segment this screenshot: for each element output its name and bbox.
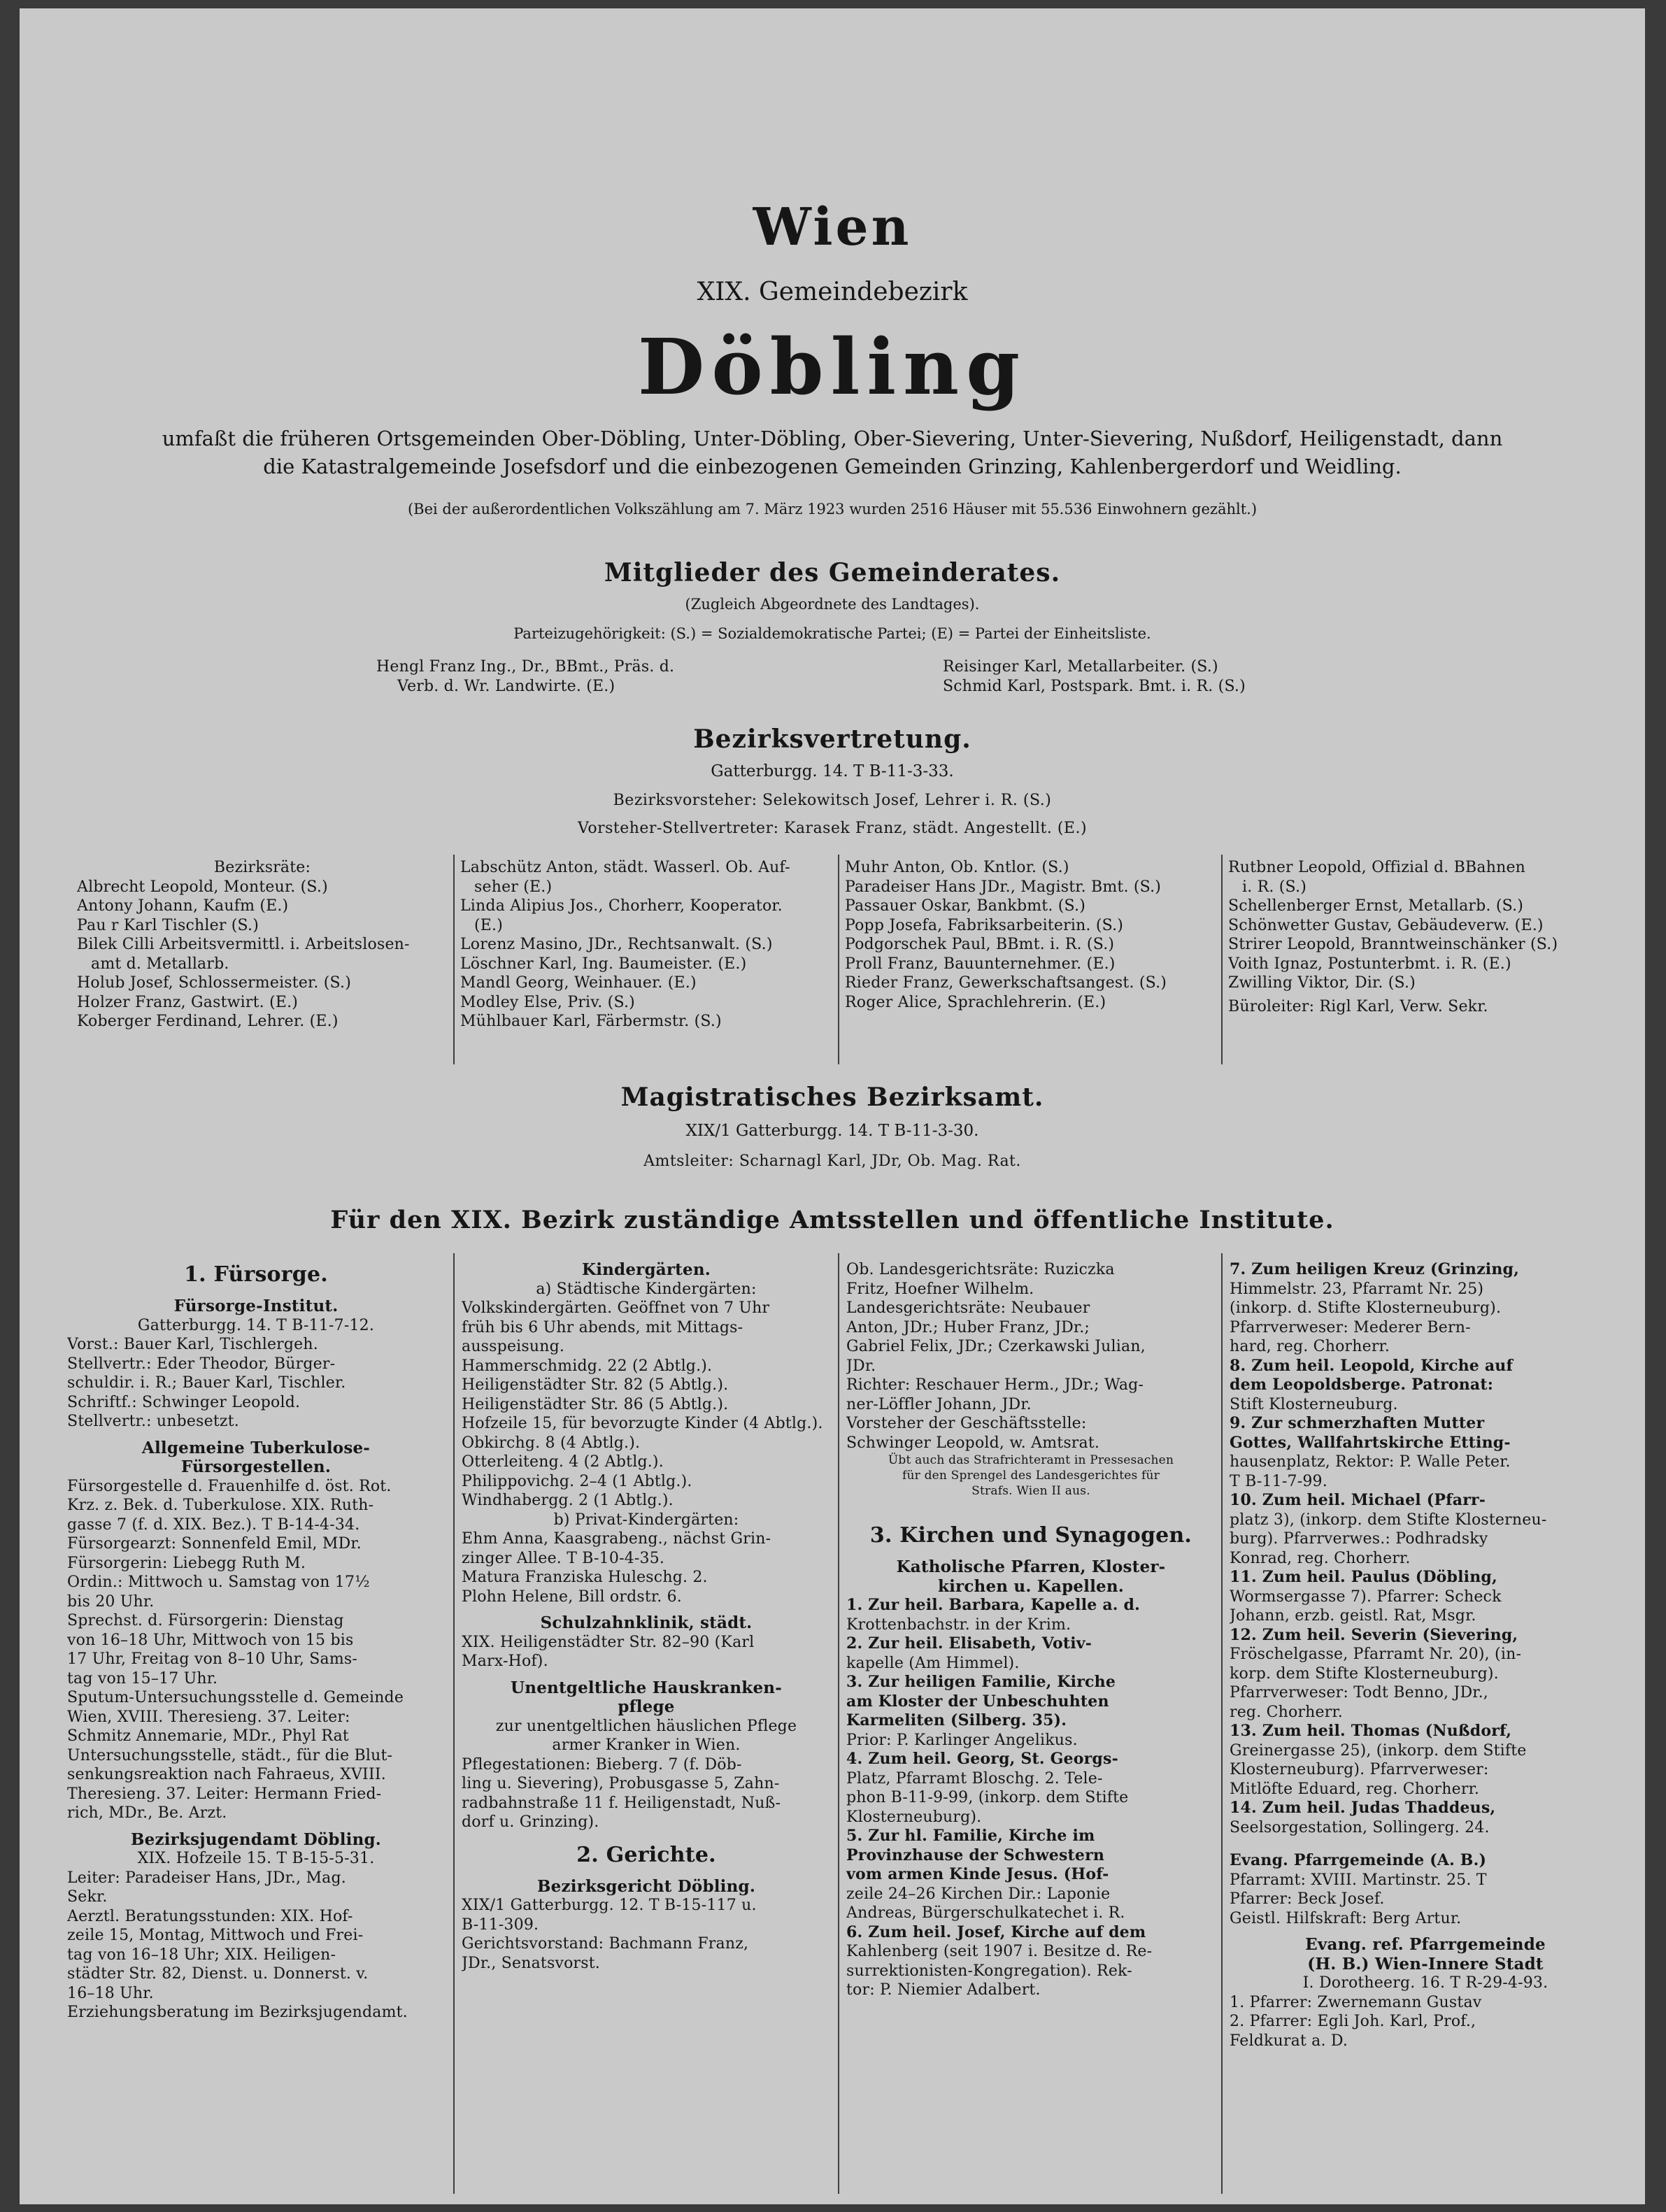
entry-line: zeile 24–26 Kirchen Dir.: Laponie — [846, 1885, 1111, 1903]
councillor: Holub Josef, Schlossermeister. (S.) — [77, 974, 351, 992]
address-line: zur unentgeltlichen häuslichen Pflege — [495, 1717, 797, 1735]
offices-column-1 — [67, 1260, 445, 2022]
councillor: amt d. Metallarb. — [91, 955, 229, 973]
entry-line: ausspeisung. — [462, 1338, 565, 1355]
address-line: XIX. Hofzeile 15. T B-15-5-31. — [137, 1850, 375, 1867]
entry-line: Pfarrverweser: Mederer Bern- — [1230, 1318, 1471, 1336]
entry-line: hausenplatz, Rektor: P. Walle Peter. — [1230, 1453, 1511, 1471]
entry-heading: am Kloster der Unbeschuhten — [846, 1692, 1109, 1711]
subsection-heading: kirchen u. Kapellen. — [937, 1576, 1125, 1596]
councillor: Schellenberger Ernst, Metallarb. (S.) — [1228, 897, 1524, 915]
address-line: armer Kranker in Wien. — [552, 1736, 741, 1754]
entry-line: Obkirchg. 8 (4 Abtlg.). — [462, 1434, 641, 1452]
district-rep-title: Bezirksvertretung. — [693, 725, 971, 754]
entry-line: Anton, JDr.; Huber Franz, JDr.; — [846, 1318, 1090, 1336]
entry-line: Leiter: Paradeiser Hans, JDr., Mag. — [67, 1869, 346, 1887]
entry-line: Ordin.: Mittwoch u. Samstag von 17½ — [67, 1574, 370, 1591]
entry-heading: Evang. Pfarrgemeinde (A. B.) — [1230, 1851, 1487, 1869]
councillors-heading: Bezirksräte: — [213, 859, 311, 876]
entry-line: Konrad, reg. Chorherr. — [1230, 1549, 1411, 1567]
entry-line: (inkorp. d. Stifte Klosterneuburg). — [1230, 1299, 1502, 1317]
entry-line: Sprechst. d. Fürsorgerin: Dienstag — [67, 1612, 344, 1629]
entry-line: Matura Franziska Huleschg. 2. — [462, 1569, 708, 1586]
entry-line: Feldkurat a. D. — [1230, 2032, 1348, 2050]
council-member-left — [376, 657, 810, 696]
subsection-heading: Evang. ref. Pfarrgemeinde — [1305, 1935, 1546, 1954]
councillor: i. R. (S.) — [1242, 878, 1307, 896]
entry-line: Hofzeile 15, für bevorzugte Kinder (4 Abtlg.). — [462, 1415, 823, 1432]
subsection-heading: Fürsorge-Institut. — [173, 1297, 339, 1315]
entry-line: Gabriel Felix, JDr.; Czerkawski Julian, — [846, 1338, 1146, 1355]
entry-line: platz 3), (inkorp. dem Stifte Klosterneu- — [1230, 1511, 1547, 1529]
offices-column-3 — [846, 1260, 1216, 2000]
entry-line: Stellvertr.: Eder Theodor, Bürger- — [67, 1355, 336, 1373]
spacer — [846, 1499, 1216, 1513]
entry-line: 16–18 Uhr. — [67, 1984, 154, 2002]
councillor: Proll Franz, Bauunternehmer. (E.) — [845, 955, 1116, 973]
entry-line: zeile 15, Montag, Mittwoch und Frei- — [67, 1927, 364, 1944]
entry-line: Geistl. Hilfskraft: Berg Artur. — [1230, 1909, 1462, 1927]
entry-line: Wien, XVIII. Theresieng. 37. Leiter: — [67, 1708, 350, 1726]
entry-line: rich, MDr., Be. Arzt. — [67, 1804, 227, 1822]
entry-line: tor: P. Niemier Adalbert. — [846, 1981, 1041, 1999]
entry-line: Windhabergg. 2 (1 Abtlg.). — [462, 1492, 674, 1509]
entry-line: städter Str. 82, Dienst. u. Donnerst. v. — [67, 1965, 369, 1983]
entry-line: radbahnstraße 11 f. Heiligenstadt, Nuß- — [462, 1794, 781, 1812]
entry-line: Erziehungsberatung im Bezirksjugendamt. — [67, 2004, 408, 2021]
entry-line: Vorst.: Bauer Karl, Tischlergeh. — [67, 1336, 318, 1353]
entry-line: Platz, Pfarramt Bloschg. 2. Tele- — [846, 1769, 1103, 1788]
councillor: Rutbner Leopold, Offizial d. BBahnen — [1228, 859, 1526, 876]
entry-line: T B-11-7-99. — [1230, 1472, 1327, 1490]
entry-line: Otterleiteng. 4 (2 Abtlg.). — [462, 1453, 664, 1471]
entry-line: XIX. Heiligenstädter Str. 82–90 (Karl — [462, 1633, 755, 1651]
subsection-heading: Fürsorgestellen. — [180, 1457, 332, 1476]
address-line: a) Städtische Kindergärten: — [536, 1280, 757, 1298]
address-line: Gatterburgg. 14. T B-11-7-12. — [137, 1316, 375, 1334]
councillor: Passauer Oskar, Bankbmt. (S.) — [845, 897, 1085, 915]
column-divider — [1221, 1253, 1223, 2194]
council-subtitle: (Zugleich Abgeordnete des Landtages). — [685, 596, 980, 613]
entry-heading: dem Leopoldsberge. Patronat: — [1230, 1376, 1494, 1394]
council-title: Mitglieder des Gemeinderates. — [604, 558, 1061, 587]
councillors-col-4 — [1228, 858, 1620, 1016]
entry-line: Prior: P. Karlinger Angelikus. — [846, 1731, 1078, 1749]
entry-line: Krottenbachstr. in der Krim. — [846, 1615, 1071, 1634]
entry-line: korp. dem Stifte Klosterneuburg). — [1230, 1664, 1499, 1683]
entry-heading: 12. Zum heil. Severin (Sievering, — [1230, 1625, 1518, 1644]
councillor: Mandl Georg, Weinhauer. (E.) — [460, 974, 697, 992]
entry-line: JDr. — [846, 1357, 876, 1375]
entry-line: kapelle (Am Himmel). — [846, 1654, 1020, 1672]
councillors-col-1 — [77, 858, 448, 1032]
entry-line: zinger Allee. T B-10-4-35. — [462, 1549, 665, 1567]
subsection-heading: pflege — [618, 1697, 675, 1716]
entry-line: schuldir. i. R.; Bauer Karl, Tischler. — [67, 1374, 346, 1392]
entry-line: Fürsorgearzt: Sonnenfeld Emil, MDr. — [67, 1535, 362, 1553]
entry-line: früh bis 6 Uhr abends, mit Mittags- — [462, 1318, 743, 1336]
entry-line: Krz. z. Bek. d. Tuberkulose. XIX. Ruth- — [67, 1497, 374, 1514]
entry-line: Pfarramt: XVIII. Martinstr. 25. T — [1230, 1871, 1487, 1889]
council-line: Schmid Karl, Postspark. Bmt. i. R. (S.) — [943, 677, 1246, 695]
councillor: (E.) — [474, 916, 504, 934]
entry-line: ner-Löffler Johann, JDr. — [846, 1395, 1032, 1413]
entry-line: Ob. Landesgerichtsräte: Ruziczka — [846, 1261, 1115, 1278]
entry-line: Vorsteher der Geschäftsstelle: — [846, 1415, 1087, 1432]
subsection-heading: Kindergärten. — [582, 1260, 711, 1279]
section-heading: 3. Kirchen und Synagogen. — [869, 1523, 1192, 1548]
subsection-heading: (H. B.) Wien-Innere Stadt — [1307, 1954, 1544, 1974]
entry-line: 17 Uhr, Freitag von 8–10 Uhr, Sams- — [67, 1650, 358, 1668]
entry-line: Sputum-Untersuchungsstelle d. Gemeinde — [67, 1689, 404, 1706]
entry-heading: 3. Zur heiligen Familie, Kirche — [846, 1673, 1116, 1691]
subsection-heading: Katholische Pfarren, Kloster- — [896, 1557, 1166, 1576]
entry-line: burg). Pfarrverwes.: Podhradsky — [1230, 1530, 1488, 1548]
entry-line: Volkskindergärten. Geöffnet von 7 Uhr — [462, 1299, 770, 1317]
column-divider — [838, 855, 839, 1064]
councillor: Mühlbauer Karl, Färbermstr. (S.) — [460, 1013, 722, 1030]
subsection-heading: Schulzahnklinik, städt. — [540, 1613, 753, 1632]
spacer — [1230, 1837, 1621, 1851]
entry-heading: 11. Zum heil. Paulus (Döbling, — [1230, 1568, 1497, 1586]
entry-line: Himmelstr. 23, Pfarramt Nr. 25) — [1230, 1280, 1484, 1298]
entry-heading: Karmeliten (Silberg. 35). — [846, 1711, 1067, 1729]
office-manager: Büroleiter: Rigl Karl, Verw. Sekr. — [1228, 997, 1488, 1015]
entry-line: Untersuchungsstelle, städt., für die Blut- — [67, 1746, 393, 1764]
entry-line: Schriftf.: Schwinger Leopold. — [67, 1393, 301, 1411]
entry-line: Schwinger Leopold, w. Amtsrat. — [846, 1434, 1100, 1452]
intro-line-1: umfaßt die früheren Ortsgemeinden Ober-Döbling, Unter-Döbling, Ober-Sievering, Unter-Sievering, Nußdorf, Heiligenstadt, dann — [162, 427, 1503, 450]
party-legend: Parteizugehörigkeit: (S.) = Sozialdemokratische Partei; (E) = Partei der Einheitsliste. — [513, 625, 1151, 642]
entry-line: gasse 7 (f. d. XIX. Bez.). T B-14-4-34. — [67, 1515, 360, 1534]
entry-line: Fürsorgestelle d. Frauenhilfe d. öst. Rot. — [67, 1477, 392, 1495]
entry-line: XIX/1 Gatterburgg. 12. T B-15-117 u. — [462, 1897, 757, 1914]
magistrate-title: Magistratisches Bezirksamt. — [620, 1083, 1044, 1112]
councillors-col-3 — [845, 858, 1216, 1012]
entry-line: Fritz, Hoefner Wilhelm. — [846, 1280, 1034, 1298]
subsection-heading: Allgemeine Tuberkulose- — [141, 1438, 371, 1457]
councillor: Popp Josefa, Fabriksarbeiterin. (S.) — [845, 916, 1124, 934]
intro-line-2: die Katastralgemeinde Josefsdorf und die einbezogenen Gemeinden Grinzing, Kahlenbergerdorf und Weidling. — [263, 455, 1402, 478]
entry-line: Plohn Helene, Bill ordstr. 6. — [462, 1587, 682, 1606]
council-line: Verb. d. Wr. Landwirte. (E.) — [397, 677, 615, 695]
entry-line: Hammerschmidg. 22 (2 Abtlg.). — [462, 1357, 713, 1375]
section-heading: 1. Fürsorge. — [184, 1262, 328, 1287]
councillor: Modley Else, Priv. (S.) — [460, 993, 635, 1011]
document-page — [20, 8, 1645, 2204]
councillors-col-2 — [460, 858, 831, 1032]
entry-line: Schmitz Annemarie, MDr., Phyl Rat — [67, 1727, 349, 1745]
footnote-line: für den Sprengel des Landesgerichtes für — [902, 1469, 1160, 1483]
footnote-line: Übt auch das Strafrichteramt in Pressesachen — [888, 1453, 1174, 1467]
entry-line: Klosterneuburg). Pfarrverweser: — [1230, 1761, 1489, 1778]
entry-line: Richter: Reschauer Herm., JDr.; Wag- — [846, 1376, 1144, 1394]
district-name: Döbling — [637, 322, 1027, 412]
entry-line: Heiligenstädter Str. 82 (5 Abtlg.). — [462, 1376, 729, 1394]
offices-column-4 — [1230, 1260, 1621, 2050]
councillor: Holzer Franz, Gastwirt. (E.) — [77, 993, 299, 1011]
city-title: Wien — [753, 197, 912, 257]
magistrate-address: XIX/1 Gatterburgg. 14. T B-11-3-30. — [685, 1122, 979, 1140]
offices-column-2 — [462, 1260, 831, 1973]
census-note: (Bei der außerordentlichen Volkszählung am 7. März 1923 wurden 2516 Häuser mit 55.536 Einwohnern gezählt.) — [407, 501, 1258, 518]
subsection-heading: Unentgeltliche Hauskranken- — [511, 1678, 782, 1697]
councillor: Pau r Karl Tischler (S.) — [77, 916, 259, 934]
entry-line: Gerichtsvorstand: Bachmann Franz, — [462, 1935, 749, 1953]
councillor: Muhr Anton, Ob. Kntlor. (S.) — [845, 859, 1069, 876]
district-deputy: Vorsteher-Stellvertreter: Karasek Franz, städt. Angestellt. (E.) — [577, 820, 1088, 837]
entry-line: Pfarrer: Beck Josef. — [1230, 1890, 1385, 1908]
councillor: Koberger Ferdinand, Lehrer. (E.) — [77, 1013, 339, 1030]
entry-heading: Provinzhause der Schwestern — [846, 1846, 1105, 1864]
entry-heading: 2. Zur heil. Elisabeth, Votiv- — [846, 1634, 1092, 1653]
district-rep-address: Gatterburgg. 14. T B-11-3-33. — [711, 762, 954, 780]
entry-heading: 6. Zum heil. Josef, Kirche auf dem — [846, 1922, 1146, 1941]
entry-heading: 13. Zum heil. Thomas (Nußdorf, — [1230, 1722, 1512, 1740]
entry-line: Greinergasse 25), (inkorp. dem Stifte — [1230, 1741, 1527, 1760]
councillor: Roger Alice, Sprachlehrerin. (E.) — [845, 993, 1106, 1011]
entry-heading: 9. Zur schmerzhaften Mutter — [1230, 1414, 1485, 1432]
councillor: Linda Alipius Jos., Chorherr, Kooperator. — [460, 897, 783, 915]
entry-line: von 16–18 Uhr, Mittwoch von 15 bis — [67, 1631, 354, 1649]
column-divider — [838, 1253, 839, 2194]
entry-heading: Gottes, Wallfahrtskirche Etting- — [1230, 1433, 1511, 1452]
entry-line: Ehm Anna, Kaasgrabeng., nächst Grin- — [462, 1530, 771, 1548]
entry-line: Fürsorgerin: Liebegg Ruth M. — [67, 1554, 306, 1572]
entry-line: Wormsergasse 7). Pfarrer: Scheck — [1230, 1587, 1502, 1606]
entry-heading: 1. Zur heil. Barbara, Kapelle a. d. — [846, 1596, 1140, 1614]
footnote-line: Strafs. Wien II aus. — [971, 1484, 1090, 1498]
column-divider — [453, 855, 455, 1064]
entry-line: Stellvertr.: unbesetzt. — [67, 1413, 239, 1430]
councillor: Bilek Cilli Arbeitsvermittl. i. Arbeitslosen- — [77, 936, 410, 953]
entry-line: 2. Pfarrer: Egli Joh. Karl, Prof., — [1230, 2013, 1476, 2030]
councillor: Paradeiser Hans JDr., Magistr. Bmt. (S.) — [845, 878, 1162, 896]
entry-line: Pflegestationen: Bieberg. 7 (f. Döb- — [462, 1755, 742, 1774]
councillor: Zwilling Viktor, Dir. (S.) — [1228, 974, 1416, 992]
entry-line: Johann, erzb. geistl. Rat, Msgr. — [1230, 1607, 1476, 1625]
magistrate-head: Amtsleiter: Scharnagl Karl, JDr, Ob. Mag. Rat. — [643, 1153, 1021, 1170]
entry-line: Fröschelgasse, Pfarramt Nr. 20), (in- — [1230, 1646, 1522, 1663]
councillor: Strirer Leopold, Branntweinschänker (S.) — [1228, 936, 1558, 953]
councillor: Albrecht Leopold, Monteur. (S.) — [77, 878, 328, 896]
councillor: Lorenz Masino, JDr., Rechtsanwalt. (S.) — [460, 936, 773, 953]
entry-line: Kahlenberg (seit 1907 i. Besitze d. Re- — [846, 1943, 1153, 1960]
subsection-heading: Bezirksgericht Döbling. — [536, 1876, 756, 1896]
entry-line: Seelsorgestation, Sollingerg. 24. — [1230, 1818, 1490, 1836]
entry-heading: 10. Zum heil. Michael (Pfarr- — [1230, 1491, 1486, 1509]
councillor: Podgorschek Paul, BBmt. i. R. (S.) — [845, 936, 1115, 953]
councillor: seher (E.) — [474, 878, 553, 896]
entry-heading: 8. Zum heil. Leopold, Kirche auf — [1230, 1356, 1514, 1375]
entry-line: Landesgerichtsräte: Neubauer — [846, 1299, 1090, 1317]
entry-line: reg. Chorherr. — [1230, 1703, 1343, 1721]
councillor: Rieder Franz, Gewerkschaftsangest. (S.) — [845, 974, 1167, 992]
council-line: Reisinger Karl, Metallarbeiter. (S.) — [943, 658, 1218, 676]
section-heading: 2. Gerichte. — [576, 1842, 716, 1867]
entry-line: phon B-11-9-99, (inkorp. dem Stifte — [846, 1789, 1129, 1806]
entry-heading: vom armen Kinde Jesus. (Hof- — [846, 1865, 1109, 1883]
offices-title: Für den XIX. Bezirk zuständige Amtsstellen und öffentliche Institute. — [330, 1206, 1334, 1234]
council-line: Hengl Franz Ing., Dr., BBmt., Präs. d. — [376, 658, 675, 676]
entry-heading: 7. Zum heiligen Kreuz (Grinzing, — [1230, 1260, 1520, 1278]
entry-line: ling u. Sievering), Probusgasse 5, Zahn- — [462, 1775, 780, 1792]
entry-line: hard, reg. Chorherr. — [1230, 1338, 1390, 1355]
councillor: Voith Ignaz, Postunterbmt. i. R. (E.) — [1228, 955, 1511, 973]
entry-line: Sekr. — [67, 1888, 108, 1906]
entry-line: bis 20 Uhr. — [67, 1592, 155, 1611]
column-divider — [453, 1253, 455, 2194]
council-member-right — [943, 657, 1334, 696]
entry-line: Mitlöfte Eduard, reg. Chorherr. — [1230, 1780, 1480, 1798]
entry-line: Klosterneuburg). — [846, 1808, 982, 1826]
entry-line: tag von 15–17 Uhr. — [67, 1669, 218, 1687]
councillor: Labschütz Anton, städt. Wasserl. Ob. Auf- — [460, 859, 790, 876]
entry-heading: 4. Zum heil. Georg, St. Georgs- — [846, 1750, 1118, 1768]
entry-line: Stift Klosterneuburg. — [1230, 1395, 1398, 1413]
entry-line: Heiligenstädter Str. 86 (5 Abtlg.). — [462, 1395, 729, 1413]
entry-line: dorf u. Grinzing). — [462, 1813, 599, 1831]
entry-line: Theresieng. 37. Leiter: Hermann Fried- — [67, 1785, 382, 1803]
councillor: Antony Johann, Kaufm (E.) — [77, 897, 289, 915]
column-divider — [1221, 855, 1223, 1064]
councillor: Löschner Karl, Ing. Baumeister. (E.) — [460, 955, 747, 973]
entry-heading: 14. Zum heil. Judas Thaddeus, — [1230, 1799, 1496, 1817]
entry-line: Philippovichg. 2–4 (1 Abtlg.). — [462, 1472, 692, 1490]
entry-line: Andreas, Bürgerschulkatechet i. R. — [846, 1904, 1125, 1922]
entry-line: surrektionisten-Kongregation). Rek- — [846, 1962, 1132, 1980]
entry-line: tag von 16–18 Uhr; XIX. Heiligen- — [67, 1946, 336, 1964]
entry-heading: 5. Zur hl. Familie, Kirche im — [846, 1827, 1095, 1845]
entry-line: B-11-309. — [462, 1915, 539, 1934]
entry-line: Pfarrverweser: Todt Benno, JDr., — [1230, 1684, 1488, 1701]
entry-line: 1. Pfarrer: Zwernemann Gustav — [1230, 1993, 1482, 2011]
entry-line: senkungsreaktion nach Fahraeus, XVIII. — [67, 1766, 386, 1783]
entry-line: JDr., Senatsvorst. — [462, 1954, 600, 1972]
address-line: I. Dorotheerg. 16. T R-29-4-93. — [1302, 1974, 1548, 1992]
entry-line: Aerztl. Beratungsstunden: XIX. Hof- — [67, 1907, 353, 1925]
district-label: XIX. Gemeindebezirk — [697, 278, 968, 306]
address-line: b) Privat-Kindergärten: — [553, 1511, 739, 1529]
entry-line: Marx-Hof). — [462, 1653, 548, 1670]
councillor: Schönwetter Gustav, Gebäudeverw. (E.) — [1228, 916, 1544, 934]
district-chair: Bezirksvorsteher: Selekowitsch Josef, Lehrer i. R. (S.) — [613, 792, 1052, 809]
subsection-heading: Bezirksjugendamt Döbling. — [131, 1829, 381, 1849]
